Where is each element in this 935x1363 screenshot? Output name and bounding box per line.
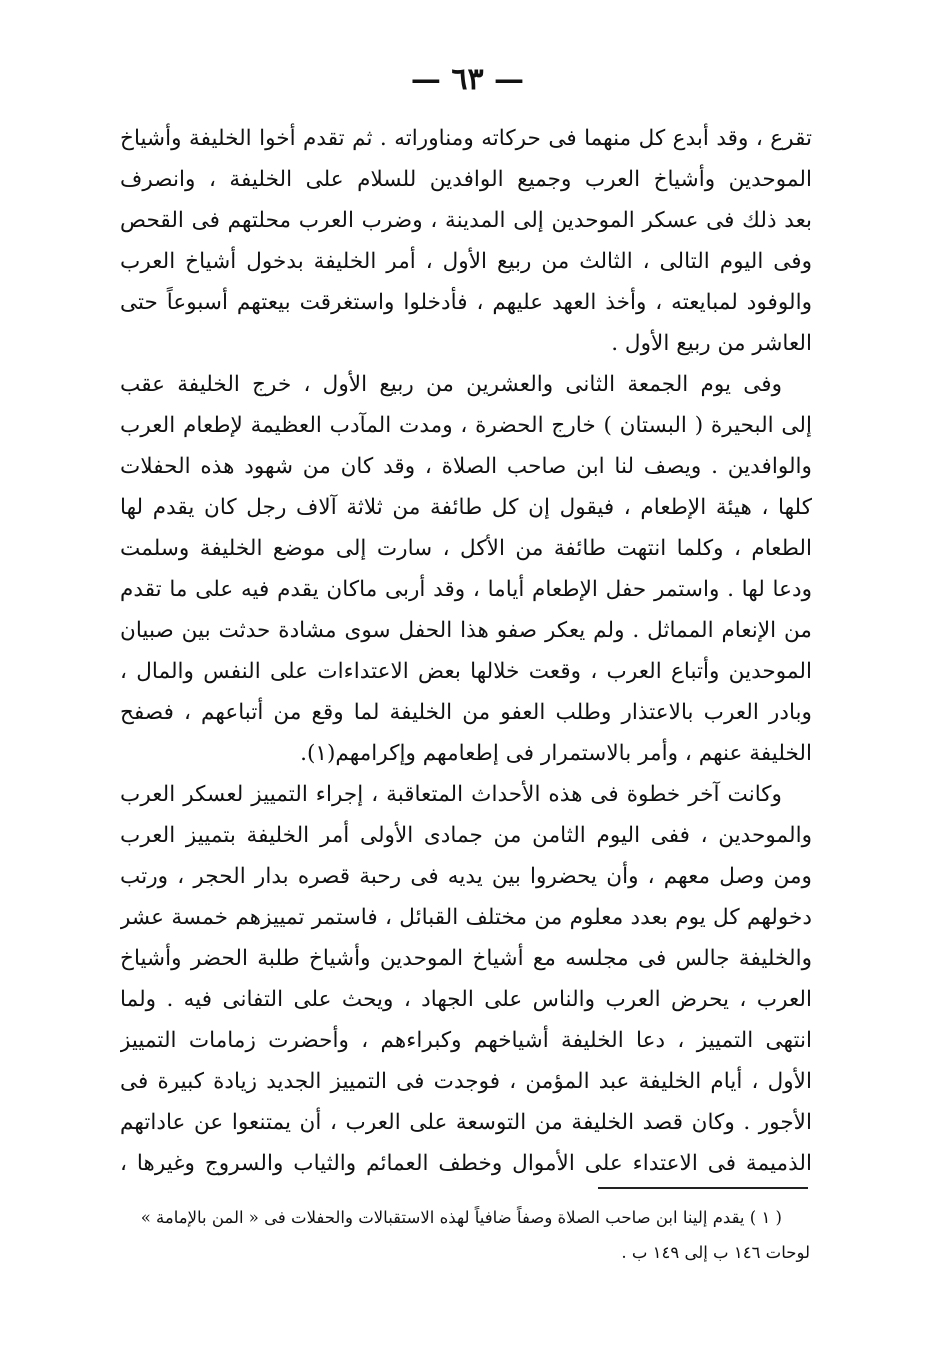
text-line: وفى اليوم التالى ، الثالث من ربيع الأول ، أمر الخليفة بدخول أشياخ العرب: [120, 249, 812, 274]
page-number: — ٦٣ —: [410, 62, 525, 97]
text-line: بعد ذلك فى عسكر الموحدين إلى المدينة ، وضرب العرب محلتهم فى القحص: [120, 208, 812, 233]
text-line: الخليفة عنهم ، وأمر بالاستمرار فى إطعامهم وإكرامهم(١).: [300, 741, 812, 766]
text-line: الذميمة فى الاعتداء على الأموال وخطف العمائم والثياب والسروج وغيرها ،: [120, 1151, 812, 1176]
text-line: الموحدين وأشياخ العرب وجميع الوافدين للسلام على الخليفة ، وانصرف: [120, 167, 812, 192]
text-line: والموحدين ، ففى اليوم الثامن من جمادى الأولى أمر الخليفة بتمييز العرب: [120, 823, 812, 848]
footnote-line: ( ١ ) يقدم إلينا ابن صاحب الصلاة وصفاً ضافياً لهذه الاستقبالات والحفلات فى « المن بالإمامة »: [140, 1208, 782, 1227]
text-line: الطعام ، وكلما انتهت طائفة من الأكل ، سارت إلى موضع الخليفة وسلمت: [120, 536, 812, 561]
body-text: [120, 118, 812, 1184]
text-line: العرب ، يحرض العرب والناس على الجهاد ، ويحث على التفانى فيه . ولما: [120, 987, 812, 1012]
text-line: كلها ، هيئة الإطعام ، فيقول إن كل طائفة من ثلاثة آلاف رجل كان يقدم لها: [120, 495, 812, 520]
text-line: ودعا لها . واستمر حفل الإطعام أياما ، وقد أربى ماكان يقدم فيه على ما تقدم: [120, 577, 812, 602]
text-line: الأول ، أيام الخليفة عبد المؤمن ، فوجدت فى التمييز الجديد زيادة كبيرة فى: [120, 1069, 812, 1094]
footnote-line: لوحات ١٤٦ ب إلى ١٤٩ ب .: [621, 1243, 810, 1262]
text-line: الموحدين وأتباع العرب ، وقعت خلالها بعض الاعتداءات على النفس والمال ،: [120, 659, 812, 684]
text-line: والخليفة جالس فى مجلسه مع أشياخ الموحدين وأشياخ طلبة الحضر وأشياخ: [120, 946, 812, 971]
text-line: والوفود لمبايعته ، وأخذ العهد عليهم ، فأدخلوا واستغرقت بيعتهم أسبوعاً حتى: [120, 290, 812, 315]
text-line: والوافدين . ويصف لنا ابن صاحب الصلاة ، وقد كان من شهود هذه الحفلات: [120, 454, 812, 479]
text-line: وفى يوم الجمعة الثانى والعشرين من ربيع الأول ، خرج الخليفة عقب: [120, 372, 782, 397]
text-line: إلى البحيرة ( البستان ) خارج الحضرة ، ومدت المآدب العظيمة لإطعام العرب: [120, 413, 812, 438]
text-line: وبادر العرب بالاعتذار وطلب العفو من الخليفة لما وقع من أتباعهم ، فصفح: [120, 700, 812, 725]
text-line: العاشر من ربيع الأول .: [611, 331, 812, 356]
text-line: ومن وصل معهم ، وأن يحضروا بين يديه فى رحبة قصره بدار الحجر ، ورتب: [120, 864, 812, 889]
text-line: تقرع ، وقد أبدع كل منهما فى حركاته ومناوراته . ثم تقدم أخوا الخليفة وأشياخ: [120, 126, 812, 151]
text-line: الأجور . وكان قصد الخليفة من التوسعة على العرب ، أن يمتنعوا عن عاداتهم: [120, 1110, 812, 1135]
text-line: من الإنعام المماثل . ولم يعكر صفو هذا الحفل سوى مشادة حدثت بين صبيان: [120, 618, 812, 643]
text-line: دخولهم كل يوم بعدد معلوم من مختلف القبائل ، فاستمر تمييزهم خمسة عشر: [120, 905, 812, 930]
text-line: انتهى التمييز ، دعا الخليفة أشياخهم وكبراءهم ، وأحضرت زمامات التمييز: [120, 1028, 812, 1053]
text-line: وكانت آخر خطوة فى هذه الأحداث المتعاقبة ، إجراء التمييز لعسكر العرب: [120, 782, 782, 807]
footnotes: [120, 1200, 810, 1270]
footnote-divider: [598, 1187, 808, 1189]
